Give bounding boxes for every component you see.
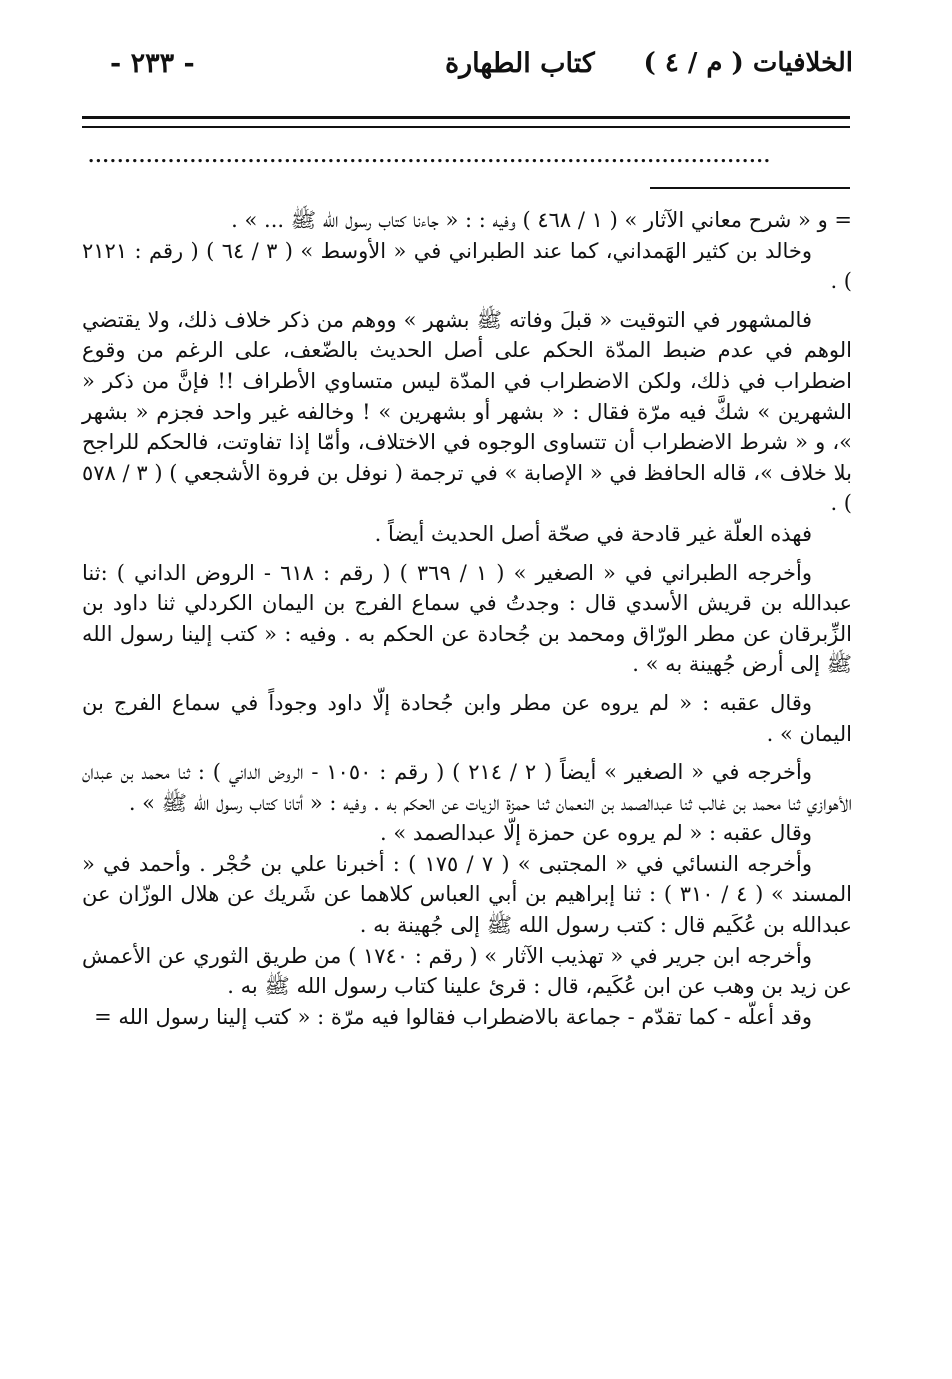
paragraph-8: وقال عقبه : « لم يروه عن حمزة إلّا عبدالصمد » . — [380, 821, 812, 846]
paragraph-2: وخالد بن كثير الهَمداني، كما عند الطبراني في « الأوسط » ( ٣ / ٦٤ ) ( رقم : ٢١٢١ ) . — [82, 238, 852, 294]
paragraph-3: فالمشهور في التوقيت « قبلَ وفاته ﷺ بشهر » ووهم من ذكر خلاف ذلك، ولا يقتضي الوهم في عدم ضبط المدّة الحكم على أصل الحديث بالضّعف، على الرغم من وقوع اضطراب في ذلك، ولكن الاضطراب في المدّة ليس متساوي الأطراف !! فإنَّ من ذكر « الشهرين » شكَّ فيه مرّة فقال : « بشهر أو بشهرين » ! وخالفه غير واحد فجزم « بشهر »، و « شرط الاضطراب أن تتساوى الوجوه في الاختلاف، وأمّا إذا تفاوتت، فالحكم للراجح بلا خلاف »، قاله الحافظ في « الإصابة » في ترجمة ( نوفل بن فروة الأشجعي ) ( ٣ / ٥٧٨ ) . — [82, 307, 852, 516]
header-rule-thick — [82, 116, 850, 119]
paragraph-1: = و « شرح معاني الآثار » ( ١ / ٤٦٨ ) وفيه : : « جاءنا كتاب رسول الله ﷺ ... » . — [231, 208, 852, 232]
paragraph-6: وقال عقبه : « لم يروه عن مطر وابن جُحادة إلّا داود وجوداً في سماع الفرج بن اليمان » . — [82, 690, 852, 746]
footnote-body — [82, 205, 852, 1032]
paragraph-10: وأخرجه ابن جرير في « تهذيب الآثار » ( رقم : ١٧٤٠ ) من طريق الثوري عن الأعمش عن زيد بن وهب عن ابن عُكَيم، قال : قرئ علينا كتاب رسول الله ﷺ به . — [82, 943, 852, 999]
book-title: الخلافيات ( م / ٤ ) — [643, 48, 853, 78]
paragraph-4: فهذه العلّة غير قادحة في صحّة أصل الحديث أيضاً . — [374, 521, 812, 546]
chapter-title: كتاب الطهارة — [445, 48, 595, 79]
paragraph-7: وأخرجه في « الصغير » أيضاً ( ٢ / ٢١٤ ) ( رقم : ١٠٥٠ - الروض الداني ) : ثنا محمد بن عبدان الأهوازي ثنا محمد بن غالب ثنا عبدالصمد بن النعمان ثنا حمزة الزيات عن الحكم به . وفيه : « أتانا كتاب رسول الله ﷺ » . — [82, 760, 852, 815]
paragraph-11: وقد أعلّه - كما تقدّم - جماعة بالاضطراب فقالوا فيه مرّة : « كتب إلينا رسول الله = — [94, 1004, 812, 1029]
paragraph-5: وأخرجه الطبراني في « الصغير » ( ١ / ٣٦٩ ) ( رقم : ٦١٨ - الروض الداني ) :ثنا عبدالله بن قريش الأسدي قال : وجدتُ في سماع الفرج بن اليمان الكردلي ثنا داود بن الزِّبرقان عن مطر الورّاق ومحمد بن جُحادة عن الحكم به . وفيه : « كتب إلينا رسول الله ﷺ إلى أرض جُهينة به » . — [82, 560, 852, 677]
page-number: - ٢٣٣ - — [110, 48, 195, 79]
dotted-separator: .............................................................................................. — [88, 146, 772, 166]
running-header — [85, 48, 853, 92]
paragraph-9: وأخرجه النسائي في « المجتبى » ( ٧ / ١٧٥ ) : أخبرنا علي بن حُجْر . وأحمد في « المسند » ( ٤ / ٣١٠ ) : ثنا إبراهيم بن أبي العباس كلاهما عن شَريك عن هلال الوزّان عن عبدالله بن عُكَيم قال : كتب رسول الله ﷺ إلى جُهينة به . — [82, 851, 852, 938]
header-rule-thin — [82, 126, 850, 128]
footnote-rule — [650, 187, 850, 189]
